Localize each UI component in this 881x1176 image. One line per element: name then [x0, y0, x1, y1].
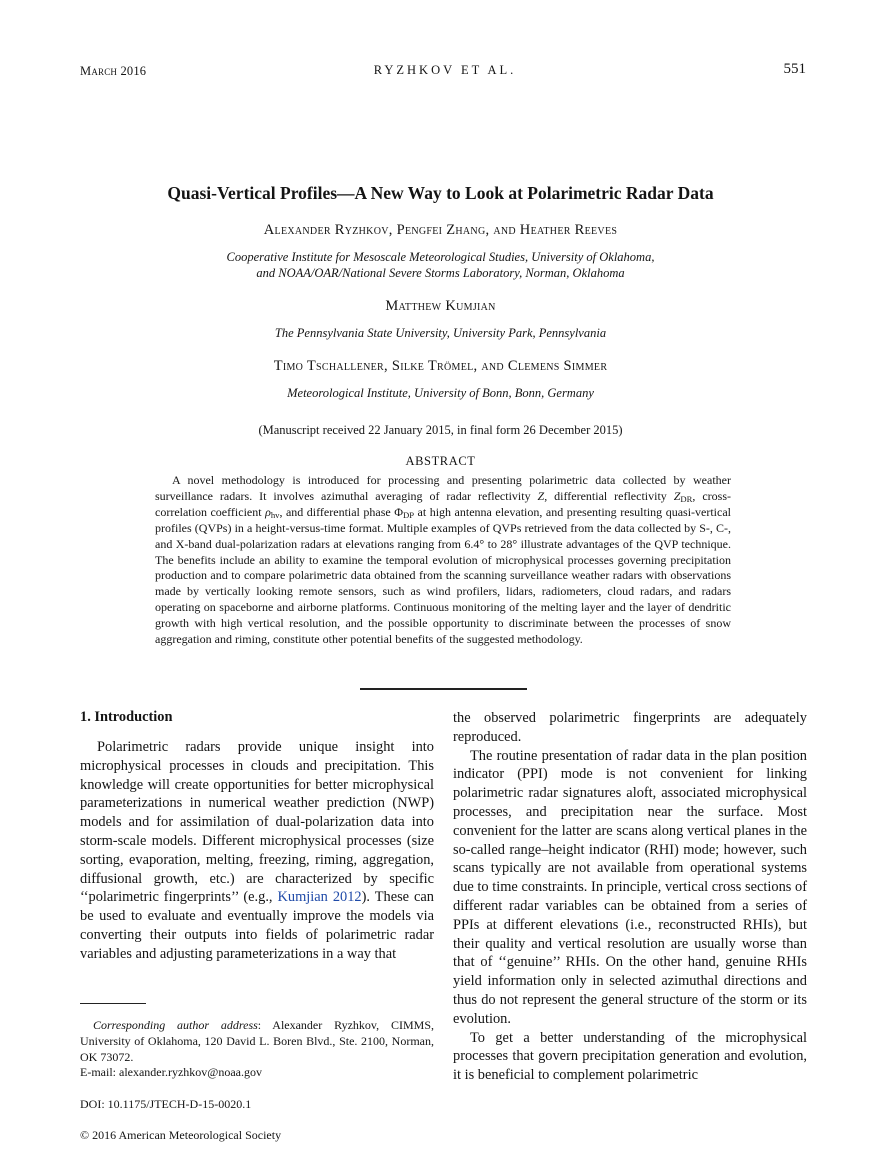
intro-paragraph-1-continued: the observed polarimetric fingerprints are adequately reproduced.	[453, 710, 807, 745]
abstract-paragraph: A novel methodology is introduced for processing and presenting polarimetric data collected by weather surveillance radars. It involves azimuthal averaging of radar reflectivity Z, differential reflectivity $Z_{DR}$, cross-correlation coefficient $\rho_{hv}$, and differential phase $\Phi_{DP}$ at high antenna elevation, and presenting resulting quasi-vertical profiles (QVPs) in a height-versus-time format. Multiple examples of QVPs retrieved from the data collected by S-, C-, and X-band dual-polarization radars at elevations ranging from 6.4° to 28° illustrate advantages of the QVP technique. The benefits include an ability to examine the temporal evolution of microphysical processes governing precipitation production and to compare polarimetric data obtained from the scanning surveillance weather radars with observations made by vertically looking remote sensors, such as wind profilers, lidars, radiometers, cloud radars, and radars operating on spaceborne and airborne platforms. Continuous monitoring of the melting layer and the layer of dendritic growth with high vertical resolution, and the possible opportunity to discriminate between the processes of snow aggregation and riming, constitute other potential benefits of the suggested methodology.	[155, 473, 731, 647]
author-group-1: Alexander Ryzhkov, Pengfei Zhang, and Heather Reeves	[263, 222, 618, 238]
abstract-heading: ABSTRACT	[405, 454, 476, 468]
author-group-2: Matthew Kumjian	[385, 298, 496, 314]
copyright: © 2016 American Meteorological Society	[80, 1128, 282, 1142]
manuscript-received-note: (Manuscript received 22 January 2015, in final form 26 December 2015)	[258, 423, 623, 437]
section-divider	[360, 688, 527, 690]
footnote-email: E-mail: alexander.ryzhkov@noaa.gov	[80, 1065, 262, 1080]
right-column-text	[453, 709, 807, 1085]
corresponding-author-footnote	[80, 1018, 434, 1081]
page-number: 551	[783, 61, 806, 77]
intro-paragraph-3: To get a better understanding of the microphysical processes that govern precipitation generation and evolution, it is beneficial to complement polarimetric	[453, 1029, 807, 1084]
paper-title: Quasi-Vertical Profiles—A New Way to Look at Polarimetric Radar Data	[167, 183, 714, 203]
citation-link-kumjian-2012[interactable]: Kumjian 2012	[277, 889, 362, 906]
doi: DOI: 10.1175/JTECH-D-15-0020.1	[80, 1097, 252, 1111]
author-group-3: Timo Tschallener, Silke Trömel, and Clemens Simmer	[273, 358, 608, 374]
footnote-address: Corresponding author address: Alexander Ryzhkov, CIMMS, University of Oklahoma, 120 David L. Boren Blvd., Ste. 2100, Norman, OK 73072.	[80, 1018, 434, 1064]
left-column-text	[80, 738, 434, 964]
affiliation-1-line-2: and NOAA/OAR/National Severe Storms Laboratory, Norman, Oklahoma	[256, 266, 625, 280]
footnote-rule	[80, 1003, 146, 1004]
running-header-authors: RYZHKOV ET AL.	[373, 63, 517, 77]
abstract-body	[155, 473, 731, 648]
running-header-date: March 2016	[80, 64, 147, 78]
intro-paragraph-2: The routine presentation of radar data in the plan position indicator (PPI) mode is not convenient for linking polarimetric radar signatures aloft, associated microphysical processes, and precipitation near the surface. Most convenient for the latter are scans along vertical planes in the so-called range–height indicator (RHI) mode; however, such scans typically are not available from operational systems due to time constraints. In principle, vertical cross sections of different radar variables can be obtained from a series of PPIs at different elevations (i.e., reconstructed RHIs), but their quality and vertical resolution are usually worse than that of ‘‘genuine’’ RHIs. On the other hand, genuine RHIs yield information only in selected azimuthal directions and thus do not represent the general structure of the storm or its evolution.	[453, 747, 807, 1027]
section-heading-introduction: 1. Introduction	[80, 709, 173, 725]
affiliation-2: The Pennsylvania State University, University Park, Pennsylvania	[274, 326, 607, 340]
affiliation-1-line-1: Cooperative Institute for Mesoscale Meteorological Studies, University of Oklahoma,	[226, 250, 655, 264]
affiliation-1	[140, 249, 741, 281]
affiliation-3: Meteorological Institute, University of Bonn, Bonn, Germany	[287, 386, 594, 400]
intro-paragraph-1: Polarimetric radars provide unique insight into microphysical processes in clouds and precipitation. This knowledge will create opportunities for better microphysical parameterizations in numerical weather prediction (NWP) models and for assimilation of dual-polarization data into storm-scale models. Different microphysical processes (size sorting, evaporation, melting, freezing, riming, aggregation, diffusional growth, etc.) are characterized by specific ‘‘polarimetric fingerprints’’ (e.g., Kumjian 2012). These can be used to evaluate and eventually improve the models via converting their outputs into fields of polarimetric radar variables and adjusting parameterizations in a way that	[80, 739, 434, 962]
